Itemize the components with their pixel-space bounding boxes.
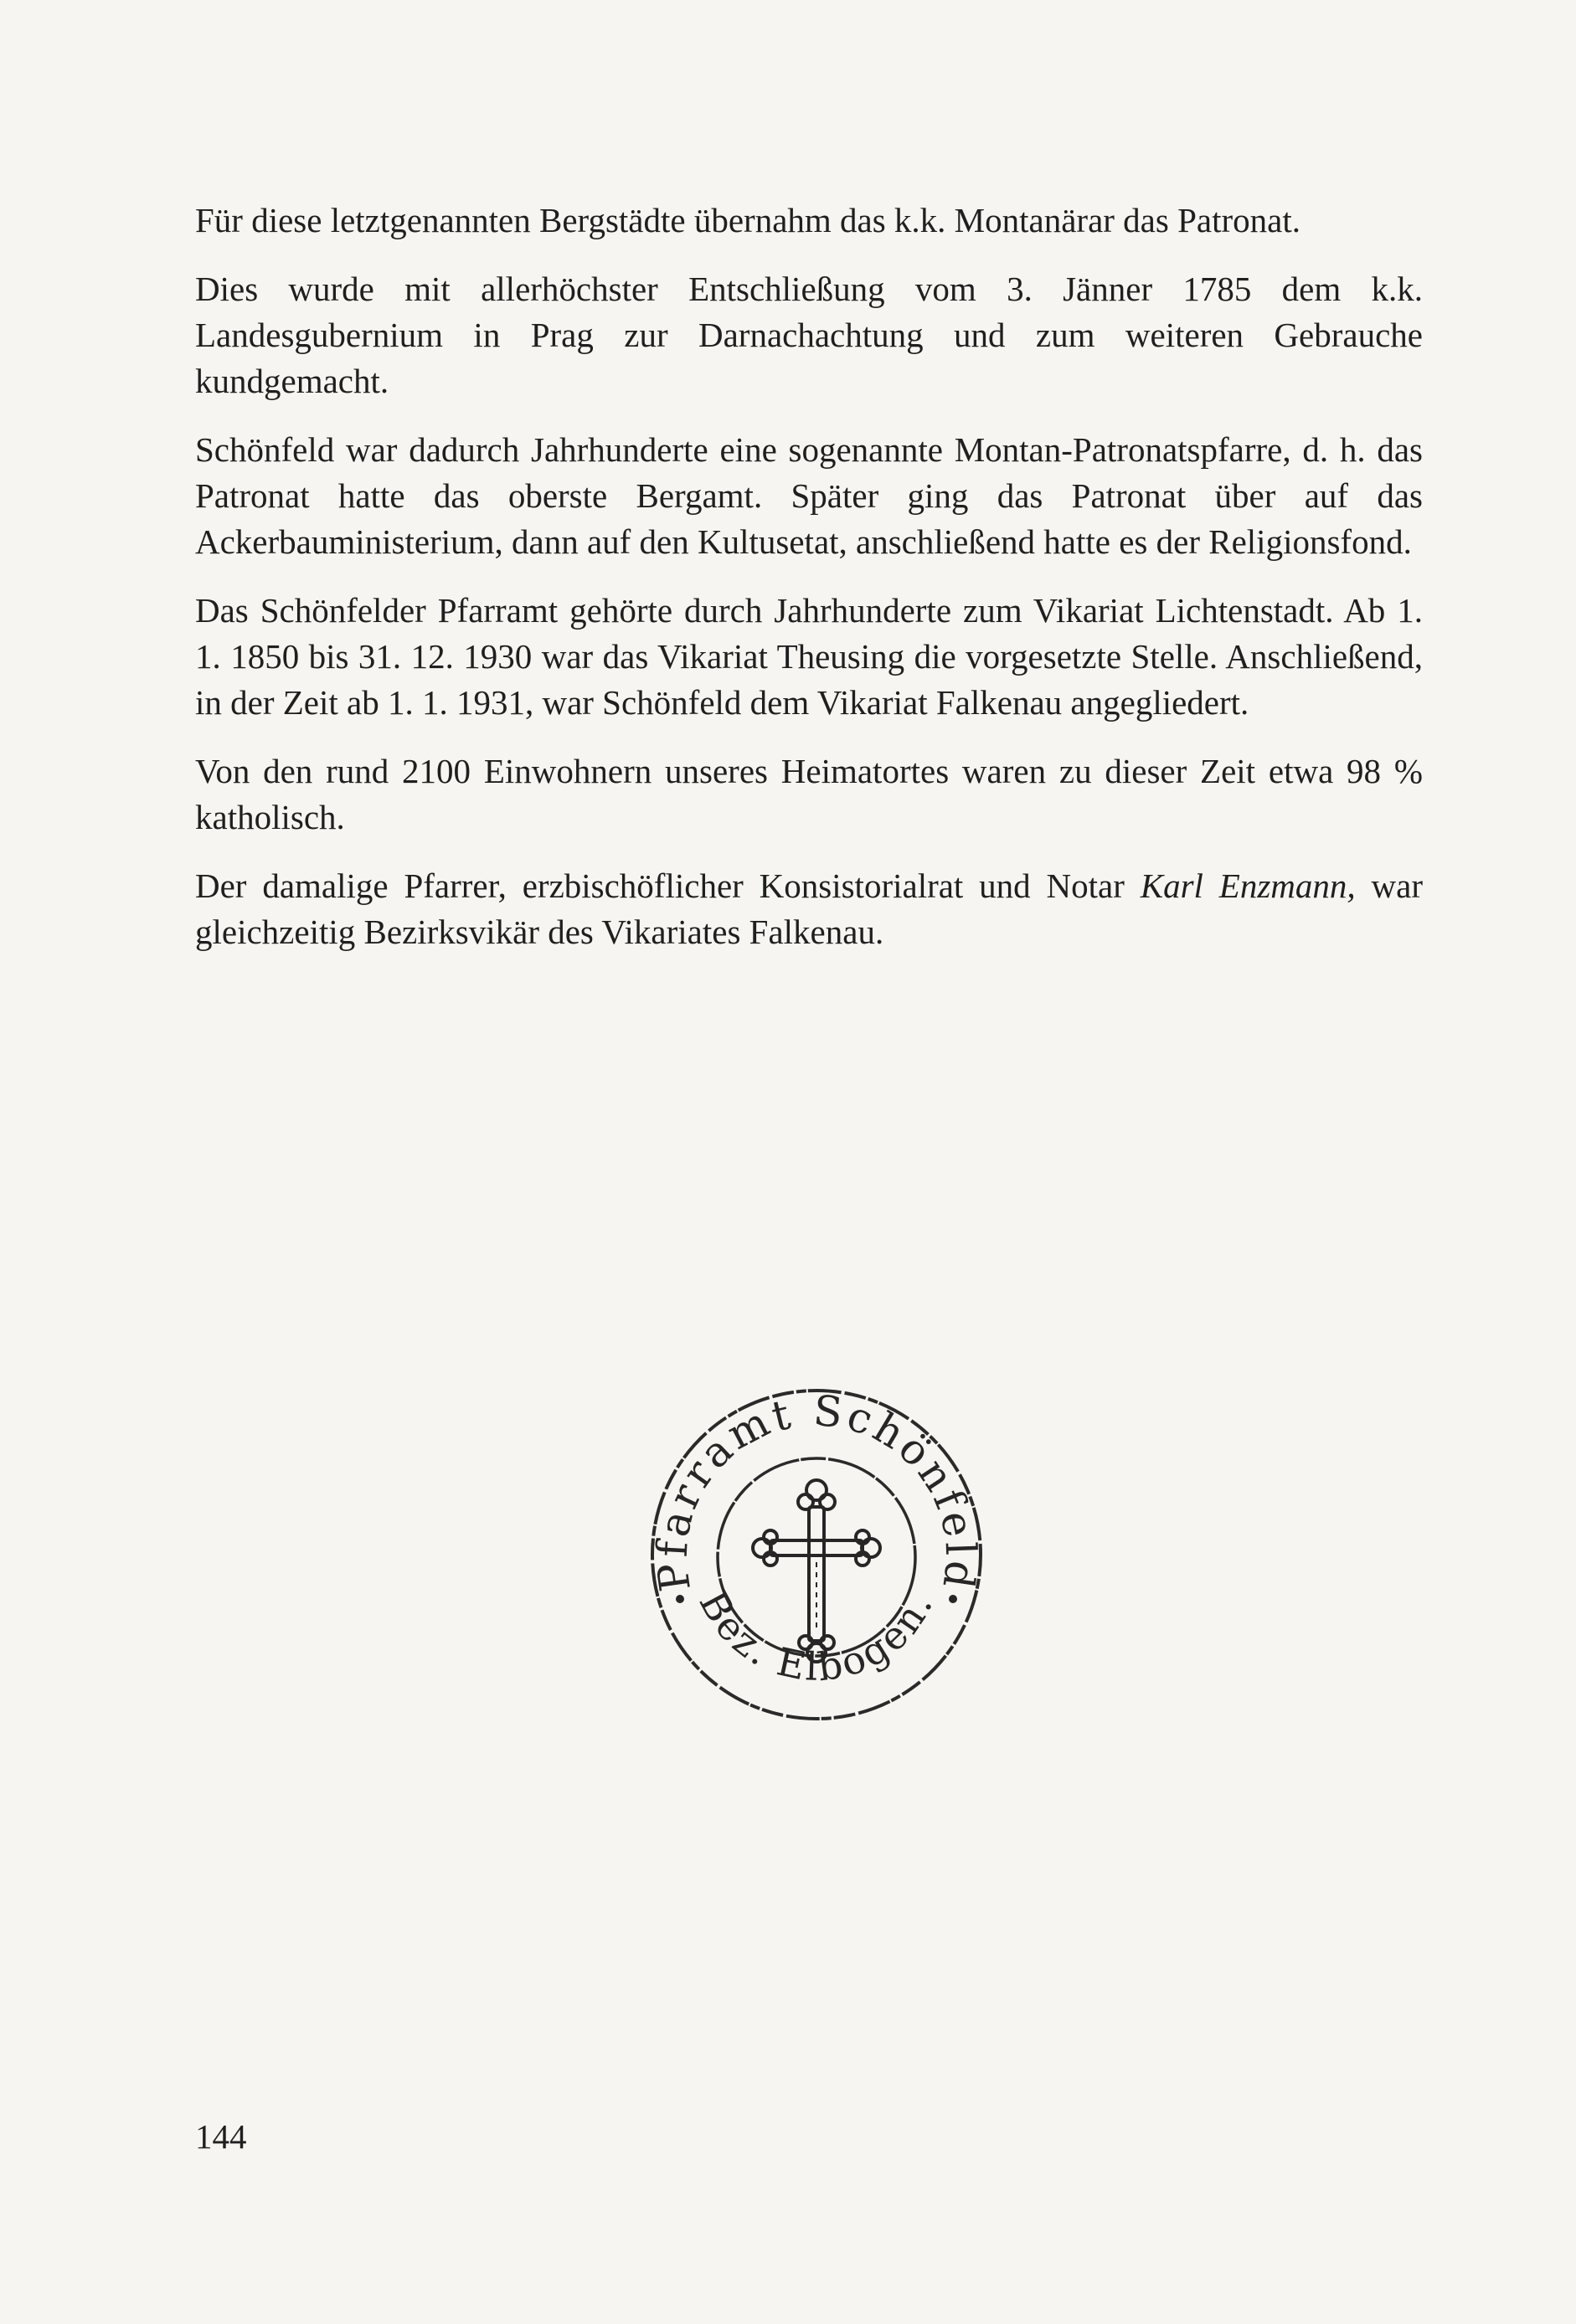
paragraph-1: Für diese letztgenannten Bergstädte übernahm das k.k. Montanärar das Patronat. bbox=[195, 201, 1300, 239]
seal-bottom-text: Bez. Elbogen. bbox=[690, 1583, 943, 1690]
body-text bbox=[195, 198, 1423, 955]
paragraph-3: Schönfeld war dadurch Jahrhunderte eine sogenannte Montan-Patronatspfarre, d. h. das Patronat hatte das oberste Bergamt. Später ging das Patronat über auf das Ackerbauministerium, dann auf den Kultusetat, anschließend hatte es der Religionsfond. bbox=[195, 430, 1423, 561]
paragraph-2: Dies wurde mit allerhöchster Entschließung vom 3. Jänner 1785 dem k.k. Landesgubernium in Prag zur Darnachachtung und zum weiteren Gebrauche kundgemacht. bbox=[195, 270, 1423, 400]
pastor-name: Karl Enzmann, bbox=[1140, 866, 1356, 905]
paragraph-6-start: Der damalige Pfarrer, erzbischöflicher Konsistorialrat und Notar bbox=[195, 866, 1141, 905]
paragraph-4: Das Schönfelder Pfarramt gehörte durch Jahrhunderte zum Vikariat Lichtenstadt. Ab 1. 1. 1850 bis 31. 12. 1930 war das Vikariat Theusing die vorgesetzte Stelle. Anschließend, in der Zeit ab 1. 1. 1931, war Schönfeld dem Vikariat Falkenau angegliedert. bbox=[195, 591, 1423, 722]
seal-graphic bbox=[645, 1383, 988, 1726]
parish-seal-stamp bbox=[645, 1383, 988, 1726]
paragraph-5: Von den rund 2100 Einwohnern unseres Heimatortes waren zu dieser Zeit etwa 98 % katholisch. bbox=[195, 752, 1423, 836]
page-number: 144 bbox=[195, 2117, 247, 2156]
paragraph-6 bbox=[195, 863, 1423, 955]
seal-top-text: Pfarramt Schönfeld bbox=[647, 1386, 986, 1595]
paragraph-6-end: war gleichzeitig Bezirksvikär des Vikariates Falkenau. bbox=[195, 866, 1423, 951]
